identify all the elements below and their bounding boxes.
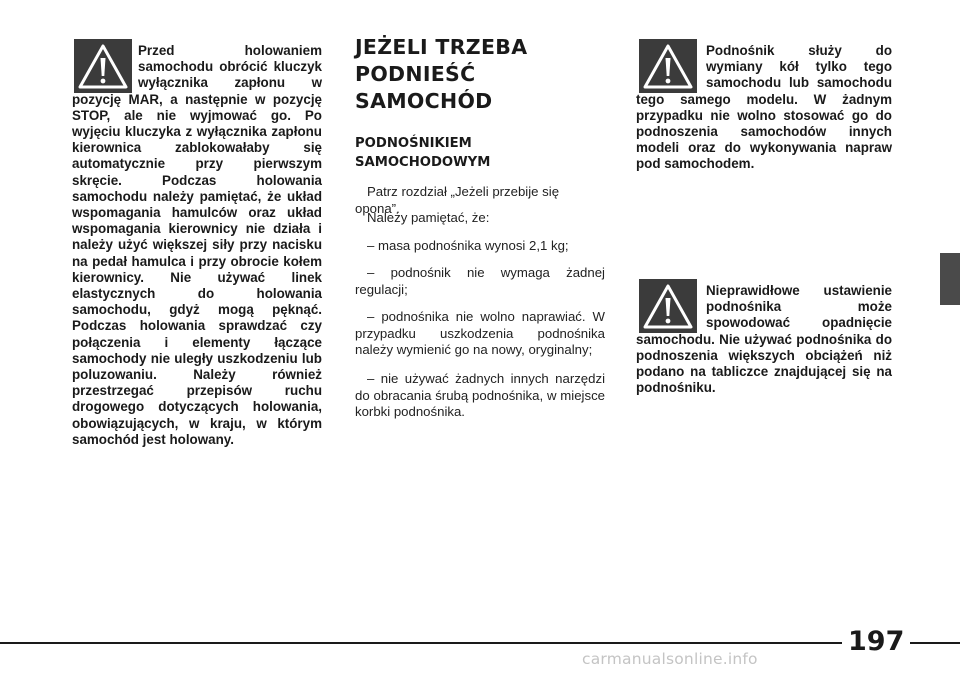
jack-usage-warning-content: Podnośnik służy do wymiany kół tylko tego samochodu lub samochodu tego samego modelu. W żadnym przypadku nie wolno stosować go do podnoszenia samochodów innych modeli oraz do wykonywania napraw pod samochodem. (636, 43, 892, 172)
heading-line-1: JEŻELI TRZEBA (355, 35, 528, 59)
jack-placement-warning-text (636, 283, 892, 396)
towing-warning-text (72, 43, 322, 448)
paragraph-reference: Patrz rozdział „Jeżeli przebije się opona”. (355, 184, 560, 216)
heading-line-3: SAMOCHÓD (355, 89, 493, 113)
page-number: 197 (842, 626, 910, 658)
watermark: carmanualsonline.info (582, 650, 758, 668)
list-item-jack-weight: – masa podnośnika wynosi 2,1 kg; (367, 238, 569, 253)
list-item-no-repair: – podnośnika nie wolno naprawiać. W przypadku uszkodzenia podnośnika należy wymienić go na nowy, oryginalny; (355, 309, 605, 358)
towing-warning-content: Przed holowaniem samochodu obrócić kluczyk wyłącznika zapłonu w pozycję MAR, a następnie w pozycję STOP, ale nie wyjmować go. Po wyjęciu kluczyka z wyłącznika zapłonu kierownica zablokowałaby się automatycznie przy pierwszym skręcie. Podczas holowania samochodu należy pamiętać, że układ wspomagania hamulców oraz układ wspomagania kierownicy nie działa i należy użyć większej siły przy nacisku na pedał hamulca i przy obrocie kołem kierownicy. Nie używać linek elastycznych do holowania samochodu, gdyż mogą pęknąć. Podczas holowania sprawdzać czy połączenia i elementy łączące samochody nie uległy uszkodzeniu lub poluzowaniu. Należy również przestrzegać przepisów ruchu drogowego dotyczących holowania, obowiązujących, w kraju, w którym samochód jest holowany. (72, 43, 322, 447)
paragraph-intro: Należy pamiętać, że: (367, 210, 490, 225)
subheading-line-1: PODNOŚNIKIEM (355, 136, 472, 151)
section-side-tab (940, 253, 960, 305)
section-heading (355, 34, 527, 115)
jack-usage-warning-text (636, 43, 892, 173)
list-item-no-other-tools: – nie używać żadnych innych narzędzi do obracania śrubą podnośnika, w miejsce korbki podnośnika. (355, 371, 605, 420)
jack-placement-warning-content: Nieprawidłowe ustawienie podnośnika może spowodować opadnięcie samochodu. Nie używać podnośnika do podnoszenia większych obciążeń niż podano na tabliczce znajdującej się na podnośniku. (636, 283, 892, 396)
subheading-line-2: SAMOCHODOWYM (355, 154, 491, 170)
footer-rule (0, 642, 960, 644)
section-subheading (355, 135, 490, 172)
list-item-no-adjustment: – podnośnik nie wymaga żadnej regulacji; (355, 265, 605, 297)
heading-line-2: PODNIEŚĆ (355, 62, 476, 86)
